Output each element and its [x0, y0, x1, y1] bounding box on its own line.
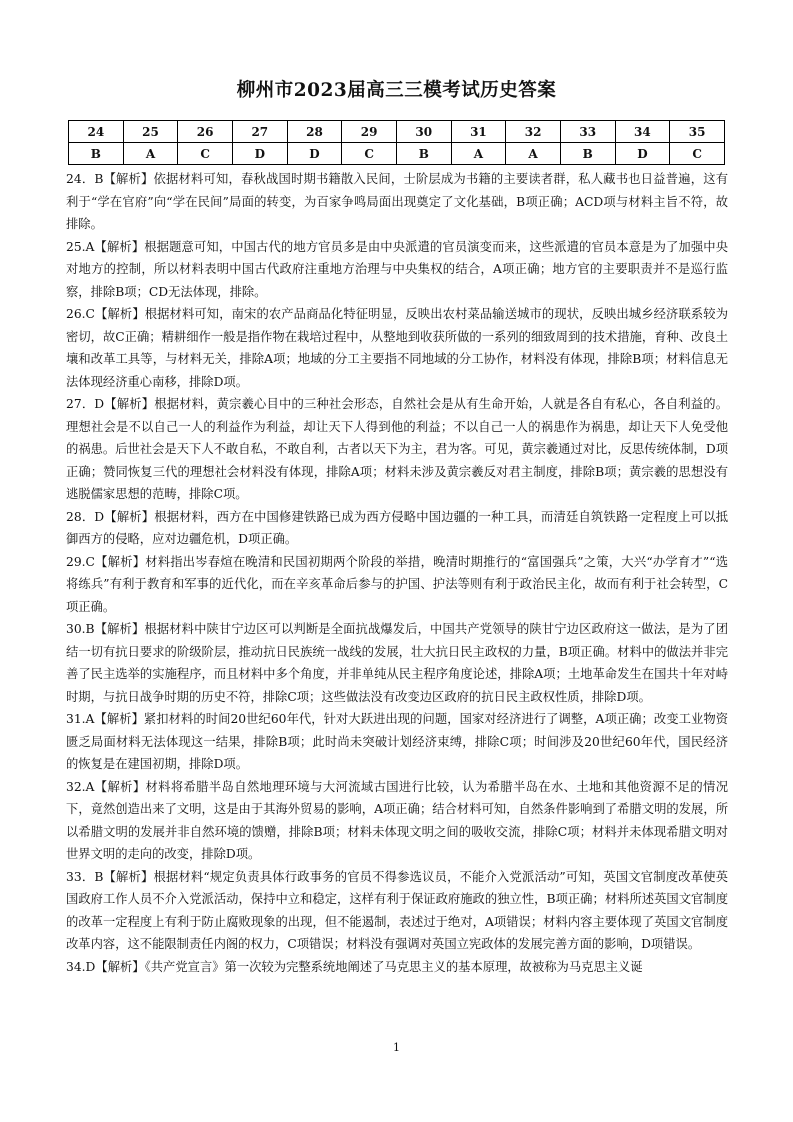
question-number: 28	[287, 121, 342, 143]
question-number: 35	[670, 121, 725, 143]
answer-letter: C	[342, 143, 397, 165]
answer-table-number-row	[69, 121, 725, 143]
answer-letter: D	[287, 143, 342, 165]
answer-letter: D	[232, 143, 287, 165]
question-number: 34	[615, 121, 670, 143]
answer-letter: B	[69, 143, 124, 165]
explanation-32: 32.A【解析】材料将希腊半岛自然地理环境与大河流域古国进行比较，认为希腊半岛在水、土地和其他资源不足的情况下，竟然创造出来了文明，这是由于其海外贸易的影响，A项正确；结合材料可知，自然条件影响到了希腊文明的发展，所以希腊文明的发展并非自然环境的馈赠，排除B项；材料未体现文明之间的吸收交流，排除C项；材料并未体现希腊文明对世界文明的走向的改变，排除D项。	[66, 779, 728, 861]
explanation-28: 28．D【解析】根据材料，西方在中国修建铁路已成为西方侵略中国边疆的一种工具，而清廷自筑铁路一定程度上可以抵御西方的侵略，应对边疆危机，D项正确。	[66, 509, 728, 546]
explanation-33: 33．B【解析】根据材料“规定负责具体行政事务的官员不得参选议员，不能介入党派活动”可知，英国文官制度改革使英国政府工作人员不介入党派活动，保持中立和稳定，这样有利于保证政府施政的独立性，B项正确；材料所述英国文官制度的改革一定程度上有利于防止腐败现象的出现，但不能遏制，表述过于绝对，A项错误；材料内容主要体现了英国文官制度改革内容，这不能限制责任内阁的权力，C项错误；材料没有强调对英国立宪政体的发展完善方面的影响，D项错误。	[66, 869, 728, 951]
explanation-29: 29.C【解析】材料指出岑春煊在晚清和民国初期两个阶段的举措，晚清时期推行的“富国强兵”之策，大兴“办学育才”“选将练兵”有利于教育和军事的近代化，而在辛亥革命后参与的护国、护法等则有利于政治民主化，故而有利于社会转型，C项正确。	[66, 554, 728, 614]
answer-letter: B	[396, 143, 451, 165]
answer-letter: A	[451, 143, 506, 165]
answer-letter: A	[506, 143, 561, 165]
question-number: 25	[123, 121, 178, 143]
explanation-25: 25.A【解析】根据题意可知，中国古代的地方官员多是由中央派遣的官员演变而来，这些派遣的官员本意是为了加强中央对地方的控制，所以材料表明中国古代政府注重地方治理与中央集权的结合，A项正确；地方官的主要职责并不是巡行监察，排除B项；CD无法体现，排除。	[66, 239, 728, 299]
question-number: 30	[396, 121, 451, 143]
page-number: 1	[393, 1041, 400, 1054]
explanation-24: 24．B【解析】依据材料可知，春秋战国时期书籍散入民间，士阶层成为书籍的主要读者群，私人藏书也日益普遍，这有利于“学在官府”向“学在民间”局面的转变，为百家争鸣局面出现奠定了文化基础，B项正确；ACD项与材料主旨不符，故排除。	[66, 172, 728, 231]
question-number: 24	[69, 121, 124, 143]
answer-table-answer-row	[69, 143, 725, 165]
question-number: 33	[560, 121, 615, 143]
explanation-27: 27．D【解析】根据材料，黄宗羲心目中的三种社会形态，自然社会是从有生命开始，人就是各自有私心，各自利益的。理想社会是不以自己一人的利益作为利益，却让天下人得到他的利益；不以自己一人的祸患作为祸患，却让天下人免受他的祸患。后世社会是天下人不敢自私，不敢自利，古者以天下为主，君为客。可见，黄宗羲通过对比，反思传统体制，D项正确；赞同恢复三代的理想社会材料没有体现，排除A项；材料未涉及黄宗羲反对君主制度，排除B项；黄宗羲的思想没有逃脱儒家思想的范畴，排除C项。	[66, 397, 728, 501]
question-number: 26	[178, 121, 233, 143]
question-number: 29	[342, 121, 397, 143]
explanation-30: 30.B【解析】根据材料中陕甘宁边区可以判断是全面抗战爆发后，中国共产党领导的陕甘宁边区政府这一做法，是为了团结一切有抗日要求的阶级阶层，推动抗日民族统一战线的发展，壮大抗日民主政权的力量，B项正确。材料中的做法并非完善了民主选举的实施程序，而且材料中多个角度，并非单纯从民主程序角度论述，排除A项；土地革命发生在国共十年对峙时期，与抗日战争时期的历史不符，排除C项；这些做法没有改变边区政府的抗日民主政权性质，排除D项。	[66, 622, 728, 704]
question-number: 31	[451, 121, 506, 143]
answer-table	[68, 120, 725, 165]
page-title: 柳州市2023届高三三模考试历史答案	[236, 80, 557, 101]
explanation-31: 31.A【解析】紧扣材料的时间20世纪60年代，针对大跃进出现的问题，国家对经济进行了调整，A项正确；改变工业物资匮乏局面材料无法体现这一结果，排除B项；此时尚未突破计划经济束缚，排除C项；时间涉及20世纪60年代，国民经济的恢复是在建国初期，排除D项。	[66, 712, 728, 771]
explanation-26: 26.C【解析】根据材料可知，南宋的农产品商品化特征明显，反映出农村菜品输送城市的现状，反映出城乡经济联系较为密切，故C正确；精耕细作一般是指作物在栽培过程中，从整地到收获所做的一系列的细致周到的技术措施，育种、改良土壤和改革工具等，与材料无关，排除A项；地域的分工主要指不同地域的分工协作，材料没有体现，排除B项；材料信息无法体现经济重心南移，排除D项。	[66, 307, 728, 389]
explanation-34: 34.D【解析】《共产党宣言》第一次较为完整系统地阐述了马克思主义的基本原理，故被称为马克思主义诞	[66, 959, 643, 974]
answer-letter: C	[178, 143, 233, 165]
answer-letter: B	[560, 143, 615, 165]
answer-letter: A	[123, 143, 178, 165]
answer-letter: D	[615, 143, 670, 165]
answer-letter: C	[670, 143, 725, 165]
question-number: 27	[232, 121, 287, 143]
explanations	[66, 168, 728, 978]
question-number: 32	[506, 121, 561, 143]
